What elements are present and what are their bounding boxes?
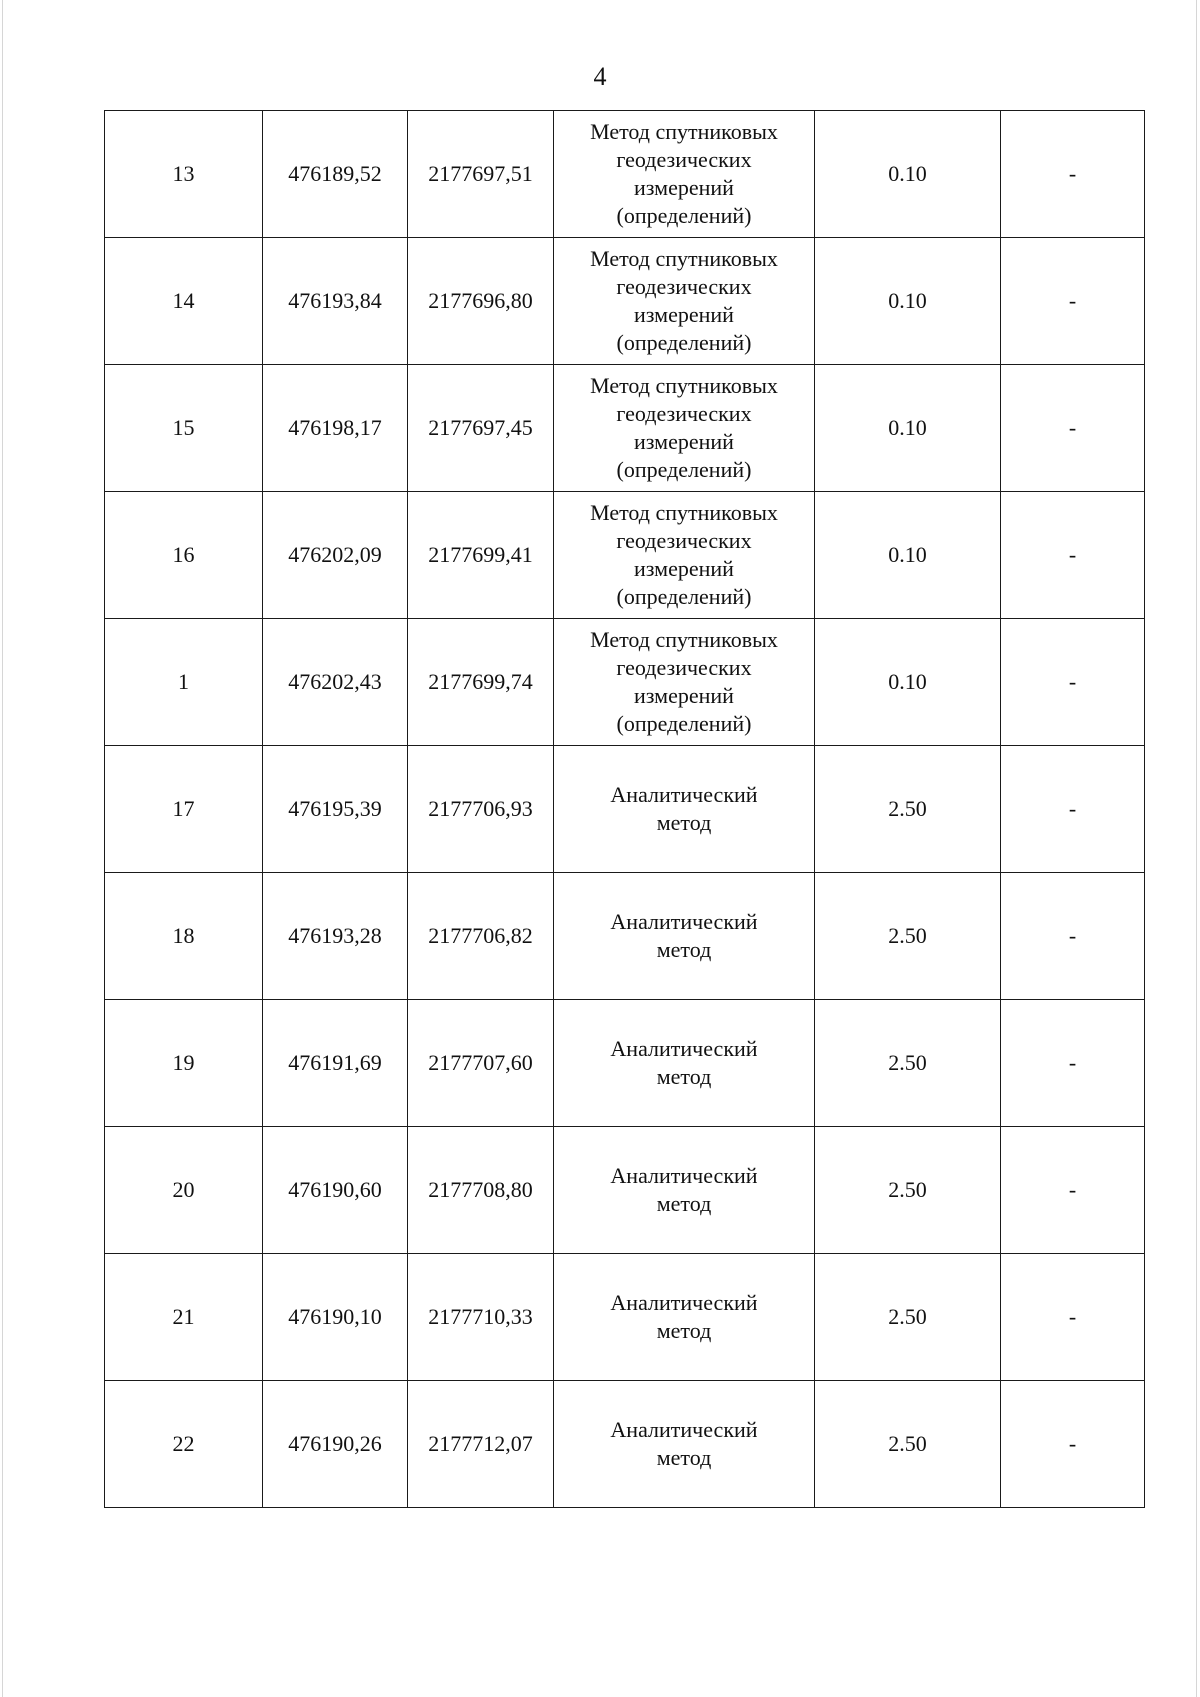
table-row xyxy=(105,238,1145,365)
x-coordinate-cell: 476198,17 xyxy=(263,365,408,492)
x-coordinate-cell: 476190,60 xyxy=(263,1127,408,1254)
table-row xyxy=(105,111,1145,238)
table-row xyxy=(105,1000,1145,1127)
y-coordinate-cell: 2177707,60 xyxy=(408,1000,554,1127)
method-cell: Метод спутниковых геодезических измерений (определений) xyxy=(554,619,815,746)
table-row xyxy=(105,492,1145,619)
table-row xyxy=(105,365,1145,492)
description-cell: - xyxy=(1001,238,1145,365)
point-number-cell: 17 xyxy=(105,746,263,873)
table-body xyxy=(105,111,1145,1508)
x-coordinate-cell: 476193,84 xyxy=(263,238,408,365)
y-coordinate-cell: 2177706,93 xyxy=(408,746,554,873)
y-coordinate-cell: 2177697,45 xyxy=(408,365,554,492)
page-number: 4 xyxy=(593,62,607,91)
x-coordinate-cell: 476190,10 xyxy=(263,1254,408,1381)
description-cell: - xyxy=(1001,619,1145,746)
accuracy-cell: 2.50 xyxy=(815,873,1001,1000)
description-cell: - xyxy=(1001,873,1145,1000)
accuracy-cell: 2.50 xyxy=(815,1000,1001,1127)
point-number-cell: 20 xyxy=(105,1127,263,1254)
y-coordinate-cell: 2177710,33 xyxy=(408,1254,554,1381)
accuracy-cell: 2.50 xyxy=(815,746,1001,873)
method-cell: Аналитический метод xyxy=(554,873,815,1000)
accuracy-cell: 2.50 xyxy=(815,1127,1001,1254)
y-coordinate-cell: 2177699,41 xyxy=(408,492,554,619)
description-cell: - xyxy=(1001,111,1145,238)
y-coordinate-cell: 2177697,51 xyxy=(408,111,554,238)
accuracy-cell: 0.10 xyxy=(815,111,1001,238)
point-number-cell: 18 xyxy=(105,873,263,1000)
accuracy-cell: 2.50 xyxy=(815,1381,1001,1508)
table-row xyxy=(105,1381,1145,1508)
y-coordinate-cell: 2177696,80 xyxy=(408,238,554,365)
method-cell: Метод спутниковых геодезических измерений (определений) xyxy=(554,238,815,365)
point-number-cell: 15 xyxy=(105,365,263,492)
method-cell: Аналитический метод xyxy=(554,746,815,873)
method-cell: Аналитический метод xyxy=(554,1254,815,1381)
point-number-cell: 19 xyxy=(105,1000,263,1127)
left-scan-edge xyxy=(2,0,3,1697)
x-coordinate-cell: 476195,39 xyxy=(263,746,408,873)
point-number-cell: 14 xyxy=(105,238,263,365)
description-cell: - xyxy=(1001,1254,1145,1381)
x-coordinate-cell: 476202,09 xyxy=(263,492,408,619)
description-cell: - xyxy=(1001,746,1145,873)
description-cell: - xyxy=(1001,492,1145,619)
point-number-cell: 22 xyxy=(105,1381,263,1508)
method-cell: Метод спутниковых геодезических измерений (определений) xyxy=(554,365,815,492)
table-row xyxy=(105,746,1145,873)
table-row xyxy=(105,619,1145,746)
x-coordinate-cell: 476190,26 xyxy=(263,1381,408,1508)
point-number-cell: 13 xyxy=(105,111,263,238)
method-cell: Метод спутниковых геодезических измерений (определений) xyxy=(554,111,815,238)
accuracy-cell: 0.10 xyxy=(815,238,1001,365)
description-cell: - xyxy=(1001,365,1145,492)
accuracy-cell: 0.10 xyxy=(815,492,1001,619)
description-cell: - xyxy=(1001,1127,1145,1254)
coordinates-table xyxy=(104,110,1145,1508)
table-row xyxy=(105,1254,1145,1381)
y-coordinate-cell: 2177699,74 xyxy=(408,619,554,746)
x-coordinate-cell: 476193,28 xyxy=(263,873,408,1000)
point-number-cell: 16 xyxy=(105,492,263,619)
method-cell: Аналитический метод xyxy=(554,1127,815,1254)
y-coordinate-cell: 2177708,80 xyxy=(408,1127,554,1254)
right-scan-edge xyxy=(1196,0,1197,1697)
x-coordinate-cell: 476202,43 xyxy=(263,619,408,746)
description-cell: - xyxy=(1001,1000,1145,1127)
accuracy-cell: 2.50 xyxy=(815,1254,1001,1381)
method-cell: Аналитический метод xyxy=(554,1381,815,1508)
point-number-cell: 21 xyxy=(105,1254,263,1381)
table-row xyxy=(105,1127,1145,1254)
method-cell: Аналитический метод xyxy=(554,1000,815,1127)
description-cell: - xyxy=(1001,1381,1145,1508)
x-coordinate-cell: 476189,52 xyxy=(263,111,408,238)
y-coordinate-cell: 2177712,07 xyxy=(408,1381,554,1508)
method-cell: Метод спутниковых геодезических измерений (определений) xyxy=(554,492,815,619)
x-coordinate-cell: 476191,69 xyxy=(263,1000,408,1127)
accuracy-cell: 0.10 xyxy=(815,365,1001,492)
y-coordinate-cell: 2177706,82 xyxy=(408,873,554,1000)
point-number-cell: 1 xyxy=(105,619,263,746)
table-row xyxy=(105,873,1145,1000)
accuracy-cell: 0.10 xyxy=(815,619,1001,746)
